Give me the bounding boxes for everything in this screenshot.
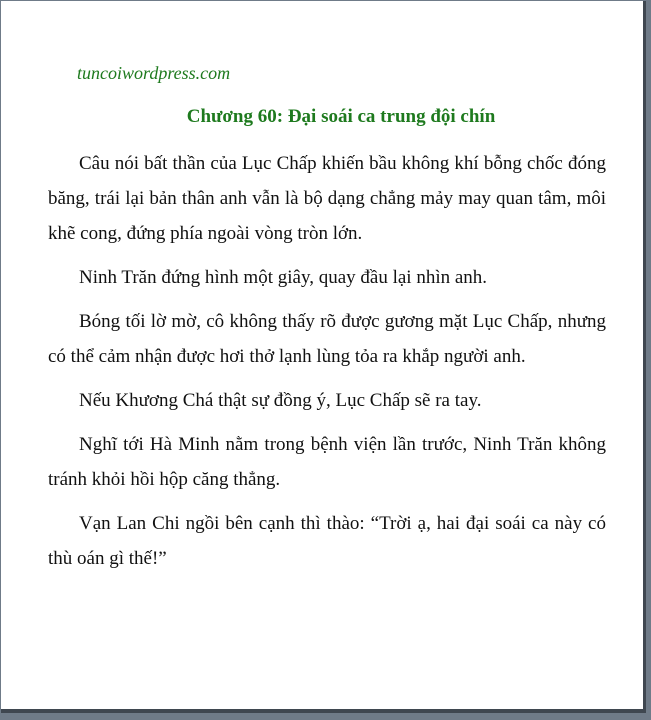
site-watermark: tuncoiwordpress.com [77, 63, 231, 83]
paragraph: Bóng tối lờ mờ, cô không thấy rõ được gương mặt Lục Chấp, nhưng có thể cảm nhận được hơi thở lạnh lùng tỏa ra khắp người anh. [48, 311, 606, 367]
paragraph: Nếu Khương Chá thật sự đồng ý, Lục Chấp sẽ ra tay. [79, 390, 482, 411]
paragraph: Vạn Lan Chi ngồi bên cạnh thì thào: “Trời ạ, hai đại soái ca này có thù oán gì thế!” [48, 513, 606, 569]
paragraph: Ninh Trăn đứng hình một giây, quay đầu lại nhìn anh. [79, 267, 488, 288]
paragraph: Câu nói bất thần của Lục Chấp khiến bầu không khí bỗng chốc đóng băng, trái lại bản thân anh vẫn là bộ dạng chẳng mảy may quan tâm, môi khẽ cong, đứng phía ngoài vòng tròn lớn. [48, 153, 606, 244]
document-page [1, 1, 646, 713]
chapter-body [48, 146, 606, 585]
paragraph: Nghĩ tới Hà Minh nằm trong bệnh viện lần trước, Ninh Trăn không tránh khỏi hồi hộp căng thẳng. [48, 434, 606, 490]
chapter-title: Chương 60: Đại soái ca trung đội chín [186, 106, 496, 127]
